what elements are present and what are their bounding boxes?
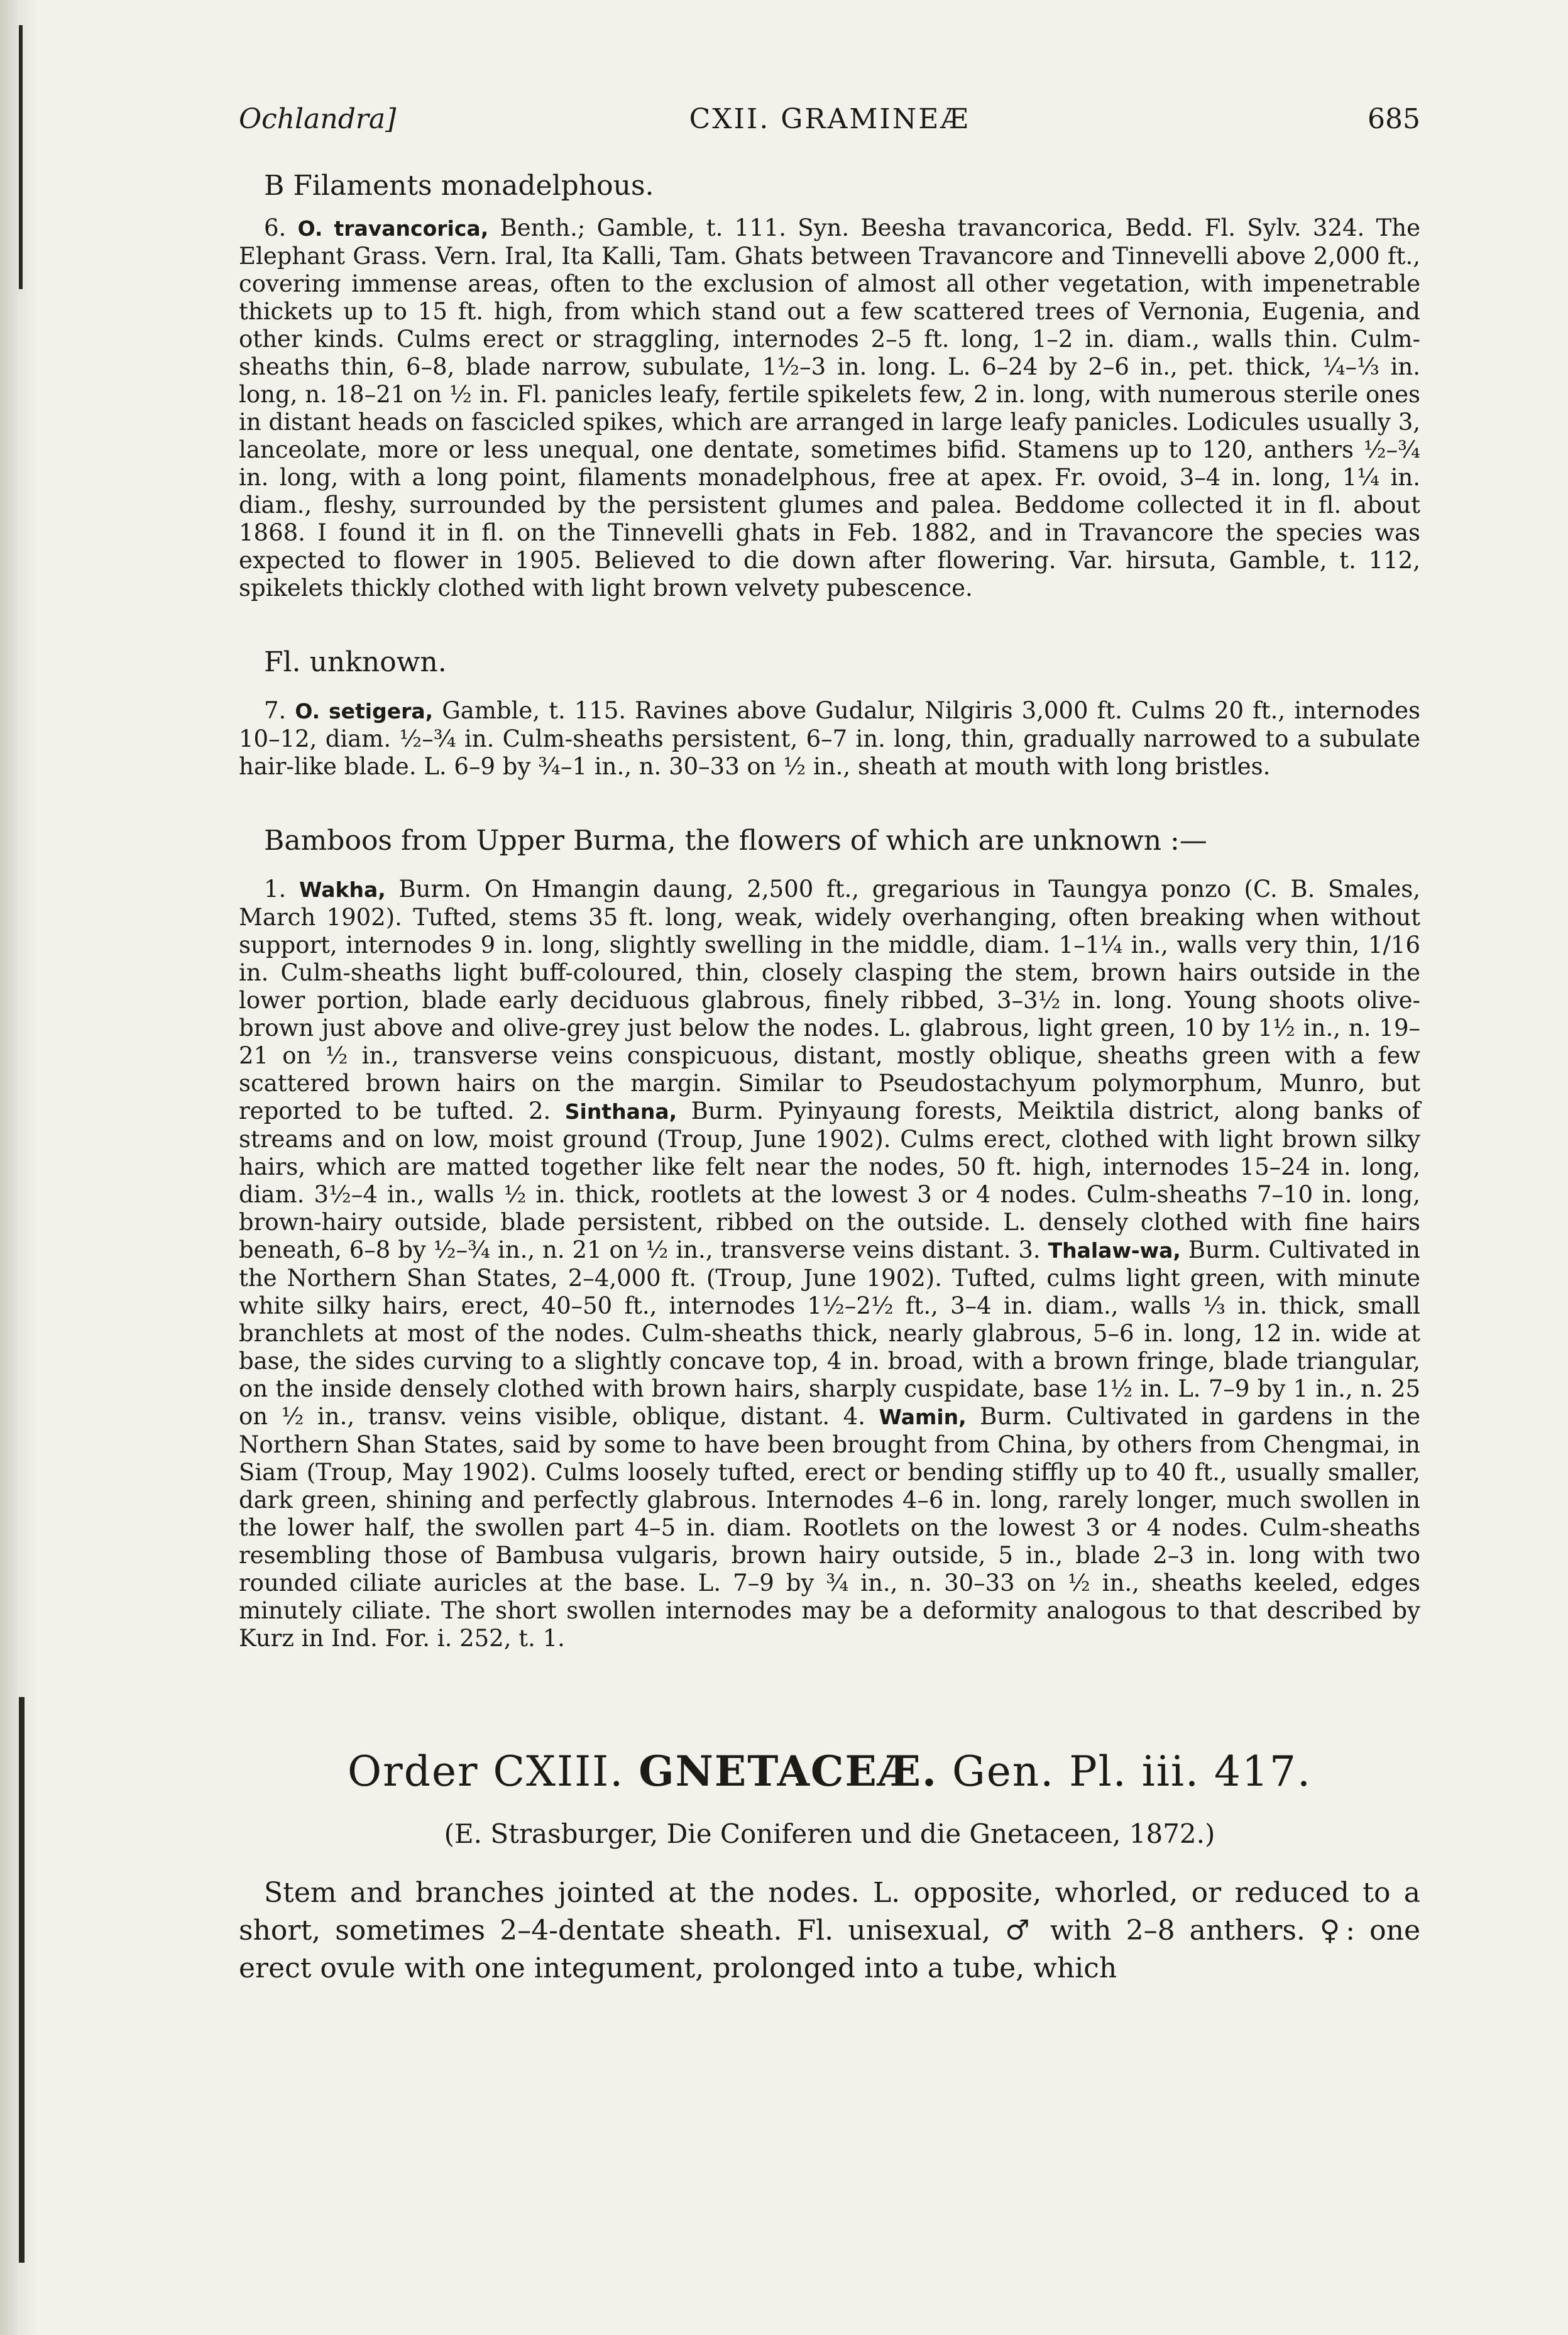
burma-bamboos-entry (239, 876, 1420, 1652)
binding-mark (19, 25, 23, 289)
page-number: 685 (1368, 103, 1420, 135)
entry-number: 3. (1018, 1236, 1041, 1263)
binding-mark (19, 1697, 25, 2263)
order-source: (E. Strasburger, Die Coniferen und die Gnetaceen, 1872.) (444, 1818, 1215, 1849)
section-b-heading: B Filaments monadelphous. (264, 170, 654, 202)
entry-text: Burm. Cultivated in gardens in the Northern Shan States, said by some to have been brought from China, by others from Chengmai, in Siam (Troup, May 1902). Culms loosely tufted, erect or bending stiffly up to 40 ft., usually smaller, dark green, shining and perfectly glabrous. Internodes 4–6 in. long, rarely longer, much swollen in the lower half, the swollen part 4–5 in. diam. Rootlets on the lowest 3 or 4 nodes. Culm-sheaths resembling those of Bambusa vulgaris, brown hairy outside, 5 in., blade 2–3 in. long with two rounded ciliate auricles at the base. L. 7–9 by ¾ in., n. 30–33 on ½ in., sheaths keeled, edges minutely ciliate. The short swollen internodes may be a deformity analogous to that described by Kurz in Ind. For. i. 252, t. 1. (239, 1403, 1421, 1652)
section-unknown-heading: Fl. unknown. (264, 646, 447, 678)
order-prefix: Order CXIII. (348, 1747, 625, 1796)
bamboo-name: Sinthana, (564, 1099, 677, 1124)
running-head-genus: Ochlandra] (239, 103, 397, 135)
entry-number: 4. (843, 1403, 865, 1430)
entry-number: 7. (264, 697, 287, 724)
entry-text: Burm. On Hmangin daung, 2,500 ft., gregarious in Taungya ponzo (C. B. Smales, March 1902). Tufted, stems 35 ft. long, weak, widely overhanging, often breaking when without support, internodes 9 in. long, slightly swelling in the middle, diam. 1–1¼ in., walls very thin, 1/16 in. Culm-sheaths light buff-coloured, thin, closely clasping the stem, brown hairs outside in the lower portion, blade early deciduous glabrous, finely ribbed, 3–3½ in. long. Young shoots olive-brown just above and olive-grey just below the nodes. L. glabrous, light green, 10 by 1½ in., n. 19–21 on ½ in., transverse veins conspicuous, distant, mostly oblique, sheaths green with a few scattered brown hairs on the margin. Similar to Pseudostachyum polymorphum, Munro, but reported to be tufted. (239, 876, 1420, 1124)
entry-text: Gamble, t. 115. Ravines above Gudalur, Nilgiris 3,000 ft. Culms 20 ft., internodes 10–12, diam. ½–¾ in. Culm-sheaths persistent, 6–7 in. long, thin, gradually narrowed to a subulate hair-like blade. L. 6–9 by ¾–1 in., n. 30–33 on ½ in., sheath at mouth with long bristles. (239, 697, 1420, 780)
species-entry-7 (239, 697, 1420, 781)
entry-text: Benth.; Gamble, t. 111. Syn. Beesha travancorica, Bedd. Fl. Sylv. 324. The Elephant Grass. Vern. Iral, Ita Kalli, Tam. Ghats between Travancore and Tinnevelli above 2,000 ft., covering immense areas, often to the exclusion of almost all other vegetation, with impenetrable thickets up to 15 ft. high, from which stand out a few scattered trees of Vernonia, Eugenia, and other kinds. Culms erect or straggling, internodes 2–5 ft. long, 1–2 in. diam., walls thin. Culm-sheaths thin, 6–8, blade narrow, subulate, 1½–3 in. long. L. 6–24 by 2–6 in., pet. thick, ¼–⅓ in. long, n. 18–21 on ½ in. Fl. panicles leafy, fertile spikelets few, 2 in. long, with numerous sterile ones in distant heads on fascicled spikes, which are arranged in large leafy panicles. Lodicules usually 3, lanceolate, more or less unequal, one dentate, sometimes bifid. Stamens up to 120, anthers ½–¾ in. long, with a long point, filaments monadelphous, free at apex. Fr. ovoid, 3–4 in. long, 1¼ in. diam., fleshy, surrounded by the persistent glumes and palea. Beddome collected it in fl. about 1868. I found it in fl. on the Tinnevelli ghats in Feb. 1882, and in Travancore the species was expected to flower in 1905. Believed to die down after flowering. Var. hirsuta, Gamble, t. 112, spikelets thickly clothed with light brown velvety pubescence. (239, 214, 1420, 602)
order-reference: Gen. Pl. iii. 417. (951, 1747, 1312, 1796)
order-description: Stem and branches jointed at the nodes. L. opposite, whorled, or reduced to a short, sometimes 2–4-dentate sheath. Fl. unisexual, ♂ with 2–8 anthers. ♀: one erect ovule with one integument, prolonged into a tube, which (239, 1877, 1420, 1984)
running-head (239, 94, 1420, 145)
species-entry-6 (239, 214, 1420, 602)
page-content (239, 94, 1420, 1987)
bamboo-name: Thalaw-wa, (1048, 1238, 1181, 1263)
entry-number: 2. (528, 1097, 551, 1124)
bamboo-name: Wamin, (879, 1405, 967, 1429)
entry-text: Burm. Cultivated in the Northern Shan States, 2–4,000 ft. (Troup, June 1902). Tufted, culms light green, with minute white silky hairs, erect, 40–50 ft., internodes 1½–2½ ft., 3–4 in. diam., walls ⅓ in. thick, small branchlets at most of the nodes. Culm-sheaths thick, nearly glabrous, 5–6 in. long, 12 in. wide at base, the sides curving to a slightly concave top, 4 in. broad, with a brown fringe, blade triangular, on the inside densely clothed with brown hairs, sharply cuspidate, base 1½ in. L. 7–9 by 1 in., n. 25 on ½ in., transv. veins visible, oblique, distant. (239, 1236, 1420, 1430)
order-heading (239, 1747, 1420, 1796)
species-name: O. setigera, (295, 699, 434, 723)
entry-text: Burm. Pyinyaung forests, Meiktila district, along banks of streams and on low, moist ground (Troup, June 1902). Culms erect, clothed with light brown silky hairs, which are matted together like felt near the nodes, 50 ft. high, internodes 15–24 in. long, diam. 3½–4 in., walls ½ in. thick, rootlets at the lowest 3 or 4 nodes. Culm-sheaths 7–10 in. long, brown-hairy outside, blade persistent, ribbed on the outside. L. densely clothed with fine hairs beneath, 6–8 by ½–¾ in., n. 21 on ½ in., transverse veins distant. (239, 1097, 1420, 1263)
running-head-family: CXII. GRAMINEÆ (689, 103, 970, 135)
bamboo-name: Wakha, (299, 877, 386, 902)
order-title: GNETACEÆ. (639, 1747, 938, 1796)
species-name: O. travancorica, (297, 216, 489, 241)
burma-bamboos-heading: Bamboos from Upper Burma, the flowers of which are unknown :— (264, 825, 1207, 857)
entry-number: 1. (264, 876, 287, 903)
entry-number: 6. (264, 214, 287, 241)
